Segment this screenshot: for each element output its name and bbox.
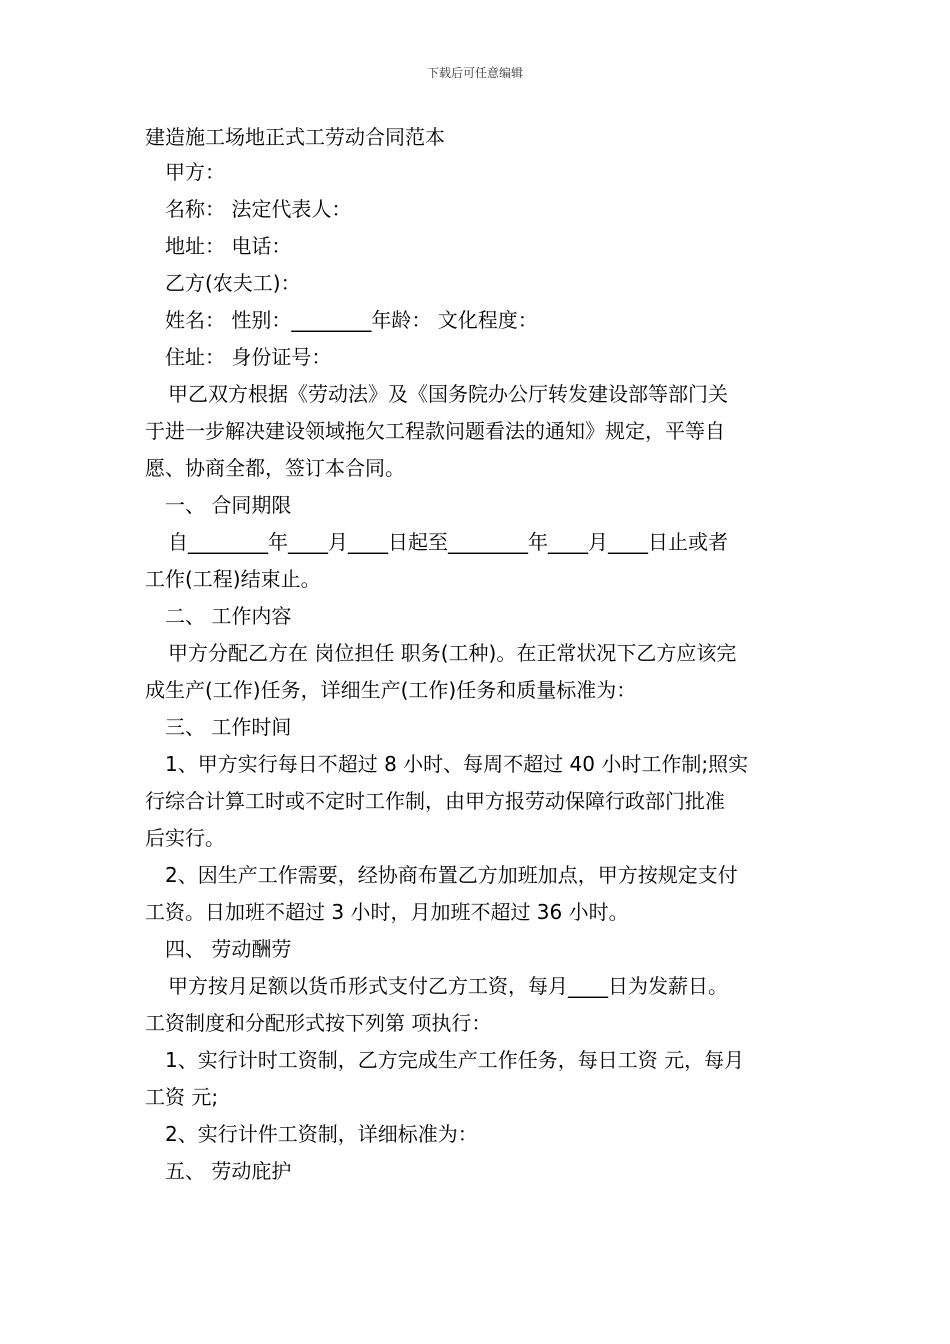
- section-heading: 五、 劳动庇护: [165, 1159, 292, 1183]
- paragraph-line: 工作(工程)结束止。: [145, 567, 321, 591]
- paragraph-line: 1、实行计时工资制，乙方完成生产工作任务，每日工资 元，每月: [165, 1048, 745, 1072]
- party-b-address-line: 住址： 身份证号：: [165, 345, 332, 369]
- paragraph-line: 后实行。: [145, 826, 225, 850]
- section-heading: 二、 工作内容: [165, 604, 292, 628]
- paragraph-line: 成生产(工作)任务，详细生产(工作)任务和质量标准为：: [145, 678, 637, 702]
- party-b-label: 乙方(农夫工)：: [165, 271, 301, 295]
- paragraph-line: 于进一步解决建设领域拖欠工程款问题看法的通知》规定，平等自: [145, 419, 725, 443]
- paragraph-line: 2、因生产工作需要，经协商布置乙方加班加点，甲方按规定支付: [165, 863, 738, 887]
- paragraph-line: 2、实行计件工资制，详细标准为：: [165, 1122, 478, 1146]
- section-heading: 三、 工作时间: [165, 715, 292, 739]
- paragraph-line: 甲乙双方根据《劳动法》及《国务院办公厅转发建设部等部门关: [168, 382, 728, 406]
- party-a-address-line: 地址： 电话：: [165, 234, 292, 258]
- paragraph-line: 自________年____月____日起至________年____月____日止或者: [168, 530, 728, 554]
- paragraph-line: 1、甲方实行每日不超过 8 小时、每周不超过 40 小时工作制;照实: [165, 752, 749, 776]
- paragraph-line: 工资制度和分配形式按下列第 项执行：: [145, 1011, 492, 1035]
- party-a-name-line: 名称： 法定代表人：: [165, 197, 352, 221]
- paragraph-line: 甲方分配乙方在 岗位担任 职务(工种)。在正常状况下乙方应该完: [168, 641, 737, 665]
- document-body: [145, 154, 810, 1190]
- paragraph-line: 工资。日加班不超过 3 小时，月加班不超过 36 小时。: [145, 900, 629, 924]
- paragraph-line: 工资 元;: [145, 1085, 219, 1109]
- party-a-label: 甲方：: [165, 160, 225, 184]
- party-b-personal-line: 姓名： 性别：________年龄： 文化程度：: [165, 308, 538, 332]
- header-note: 下载后可任意编辑: [426, 66, 523, 80]
- section-heading: 四、 劳动酬劳: [165, 937, 292, 961]
- paragraph-line: 甲方按月足额以货币形式支付乙方工资，每月____日为发薪日。: [168, 974, 728, 998]
- document-title: 建造施工场地正式工劳动合同范本: [145, 125, 445, 149]
- paragraph-line: 愿、协商全都，签订本合同。: [145, 456, 405, 480]
- section-heading: 一、 合同期限: [165, 493, 292, 517]
- paragraph-line: 行综合计算工时或不定时工作制，由甲方报劳动保障行政部门批准: [145, 789, 725, 813]
